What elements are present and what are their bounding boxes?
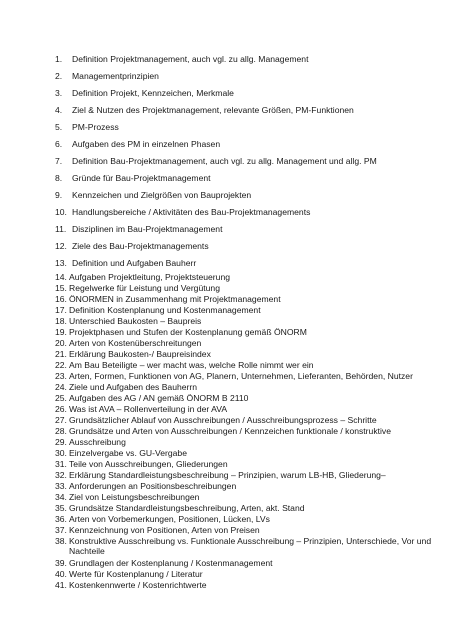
item-text: Aufgaben Projektleitung, Projektsteuerung bbox=[69, 272, 230, 282]
item-number: 21. bbox=[55, 349, 67, 359]
item-text: Einzelvergabe vs. GU-Vergabe bbox=[69, 448, 187, 458]
item-number: 38. bbox=[55, 536, 67, 546]
item-number: 27. bbox=[55, 415, 67, 425]
item-number: 9. bbox=[55, 190, 63, 200]
item-number: 25. bbox=[55, 393, 67, 403]
item-number: 5. bbox=[55, 122, 63, 132]
item-text: Am Bau Beteiligte – wer macht was, welche Rolle nimmt wer ein bbox=[69, 360, 314, 370]
item-text: Anforderungen an Positionsbeschreibungen bbox=[69, 481, 237, 491]
item-number: 16. bbox=[55, 294, 67, 304]
item-text: Erklärung Standardleistungsbeschreibung – Prinzipien, warum LB-HB, Gliederung– bbox=[69, 470, 386, 480]
item-text: ÖNORMEN in Zusammenhang mit Projektmanagement bbox=[69, 294, 281, 304]
item-number: 10. bbox=[55, 207, 67, 217]
item-text: Managementprinzipien bbox=[72, 71, 159, 81]
item-text: Grundsätze und Arten von Ausschreibungen / Kennzeichen funktionale / konstruktive bbox=[69, 426, 391, 436]
item-number: 35. bbox=[55, 503, 67, 513]
item-number: 13. bbox=[55, 258, 67, 268]
item-number: 23. bbox=[55, 371, 67, 381]
item-number: 32. bbox=[55, 470, 67, 480]
item-text: Projektphasen und Stufen der Kostenplanung gemäß ÖNORM bbox=[69, 327, 307, 337]
item-number: 33. bbox=[55, 481, 67, 491]
item-number: 14. bbox=[55, 272, 67, 282]
item-text: Grundsätzlicher Ablauf von Ausschreibungen / Ausschreibungsprozess – Schritte bbox=[69, 415, 377, 425]
item-number: 31. bbox=[55, 459, 67, 469]
item-text-continuation: Nachteile bbox=[69, 546, 105, 556]
item-number: 30. bbox=[55, 448, 67, 458]
item-number: 19. bbox=[55, 327, 67, 337]
item-number: 20. bbox=[55, 338, 67, 348]
item-text: Ziel & Nutzen des Projektmanagement, relevante Größen, PM-Funktionen bbox=[72, 105, 354, 115]
item-text: Definition Projektmanagement, auch vgl. zu allg. Management bbox=[72, 54, 309, 64]
item-text: Unterschied Baukosten – Baupreis bbox=[69, 316, 202, 326]
item-number: 7. bbox=[55, 156, 63, 166]
item-text: Kennzeichnung von Positionen, Arten von Preisen bbox=[69, 525, 260, 535]
item-number: 4. bbox=[55, 105, 63, 115]
item-number: 1. bbox=[55, 54, 63, 64]
item-text: Was ist AVA – Rollenverteilung in der AVA bbox=[69, 404, 228, 414]
item-number: 39. bbox=[55, 558, 67, 568]
item-text: Definition Bau-Projektmanagement, auch vgl. zu allg. Management und allg. PM bbox=[72, 156, 377, 166]
item-text: Aufgaben des AG / AN gemäß ÖNORM B 2110 bbox=[69, 393, 249, 403]
item-text: Regelwerke für Leistung und Vergütung bbox=[69, 283, 220, 293]
item-text: Definition und Aufgaben Bauherr bbox=[72, 258, 197, 268]
item-number: 40. bbox=[55, 569, 67, 579]
item-text: Aufgaben des PM in einzelnen Phasen bbox=[72, 139, 221, 149]
item-text: Ausschreibung bbox=[69, 437, 126, 447]
item-number: 26. bbox=[55, 404, 67, 414]
item-number: 18. bbox=[55, 316, 67, 326]
item-text: Definition Projekt, Kennzeichen, Merkmale bbox=[72, 88, 234, 98]
item-number: 3. bbox=[55, 88, 63, 98]
item-number: 11. bbox=[55, 224, 67, 234]
item-number: 17. bbox=[55, 305, 67, 315]
item-text: Werte für Kostenplanung / Literatur bbox=[69, 569, 203, 579]
item-text: Disziplinen im Bau-Projektmanagement bbox=[72, 224, 223, 234]
item-text: Handlungsbereiche / Aktivitäten des Bau-Projektmanagements bbox=[72, 207, 311, 217]
item-text: Konstruktive Ausschreibung vs. Funktionale Ausschreibung – Prinzipien, Unterschiede, Vor und bbox=[69, 536, 432, 546]
item-text: Arten von Kostenüberschreitungen bbox=[69, 338, 202, 348]
item-number: 24. bbox=[55, 382, 67, 392]
item-text: Teile von Ausschreibungen, Gliederungen bbox=[69, 459, 228, 469]
item-text: Ziele des Bau-Projektmanagements bbox=[72, 241, 209, 251]
item-text: Definition Kostenplanung und Kostenmanagement bbox=[69, 305, 261, 315]
item-text: Grundlagen der Kostenplanung / Kostenmanagement bbox=[69, 558, 273, 568]
item-text: Kostenkennwerte / Kostenrichtwerte bbox=[69, 580, 207, 590]
item-number: 15. bbox=[55, 283, 67, 293]
item-text: PM-Prozess bbox=[72, 122, 119, 132]
item-number: 41. bbox=[55, 580, 67, 590]
item-number: 6. bbox=[55, 139, 63, 149]
item-number: 12. bbox=[55, 241, 67, 251]
item-number: 22. bbox=[55, 360, 67, 370]
item-text: Gründe für Bau-Projektmanagement bbox=[72, 173, 211, 183]
item-number: 28. bbox=[55, 426, 67, 436]
item-text: Arten, Formen, Funktionen von AG, Planern, Unternehmen, Lieferanten, Behörden, Nutzer bbox=[69, 371, 413, 381]
item-text: Kennzeichen und Zielgrößen von Bauprojekten bbox=[72, 190, 252, 200]
item-text: Arten von Vorbemerkungen, Positionen, Lücken, LVs bbox=[69, 514, 270, 524]
item-number: 8. bbox=[55, 173, 63, 183]
item-number: 29. bbox=[55, 437, 67, 447]
item-number: 2. bbox=[55, 71, 63, 81]
item-text: Erklärung Baukosten-/ Baupreisindex bbox=[69, 349, 211, 359]
item-number: 34. bbox=[55, 492, 67, 502]
item-text: Ziele und Aufgaben des Bauherrn bbox=[69, 382, 198, 392]
item-text: Ziel von Leistungsbeschreibungen bbox=[69, 492, 200, 502]
item-number: 36. bbox=[55, 514, 67, 524]
item-text: Grundsätze Standardleistungsbeschreibung, Arten, akt. Stand bbox=[69, 503, 305, 513]
item-number: 37. bbox=[55, 525, 67, 535]
